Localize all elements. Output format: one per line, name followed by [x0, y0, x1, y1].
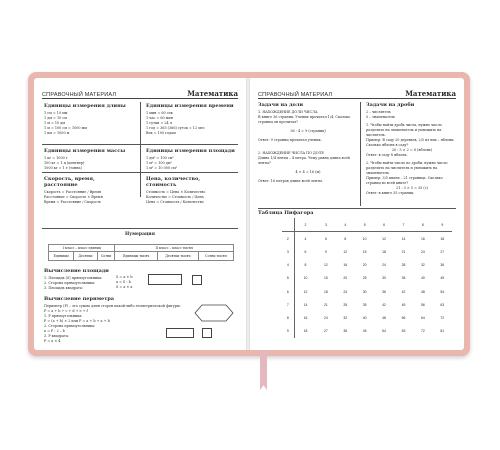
- pythagoras-cell: 30: [382, 276, 386, 281]
- pythagoras-cell: 12: [303, 289, 308, 294]
- mass-units: [44, 148, 125, 171]
- length-line: 1 м = 10 дм: [44, 121, 65, 125]
- area-formulas: [116, 275, 133, 290]
- perimeter-line: P = a × 4: [44, 339, 61, 343]
- class-cell: II класс – класс тысяч: [115, 245, 234, 252]
- pythagoras-cell: 21: [401, 249, 406, 254]
- pythagoras-cell: 4: [282, 259, 294, 272]
- pythagoras-cell: 9: [433, 218, 452, 232]
- pythagoras-cell: 3: [316, 218, 335, 232]
- divider: [258, 208, 456, 209]
- pythagoras-cell: 30: [362, 289, 367, 294]
- pythagoras-cell: 20: [362, 263, 367, 268]
- pythagoras-cell: 40: [362, 315, 367, 320]
- price-formula: Стоимость = Цена × Количество: [146, 190, 206, 194]
- right-page-header: [258, 86, 456, 99]
- pythagoras-cell: 64: [420, 315, 425, 320]
- pythagoras-cell: 63: [401, 329, 406, 334]
- pythagoras-cell: 14: [303, 302, 308, 307]
- pythagoras-cell: 63: [440, 302, 445, 307]
- speed-title: Скорость, время, расстояние: [44, 176, 95, 188]
- pythagoras-row: [282, 298, 452, 311]
- area-step: 1. Площадь (S) прямоугольника:: [44, 276, 103, 280]
- pythagoras-row: [282, 218, 452, 232]
- pythagoras-cell: 3: [282, 245, 294, 258]
- pythagoras-cell: 15: [324, 276, 328, 281]
- pythagoras-cell: 49: [401, 302, 406, 307]
- pythagoras-row: [282, 245, 452, 258]
- pythagoras-cell: 35: [362, 302, 367, 307]
- bookmark-ribbon: [260, 350, 267, 390]
- header-left-title: СПРАВОЧНЫЙ МАТЕРИАЛ: [42, 92, 117, 98]
- pythagoras-cell: 8: [344, 236, 347, 241]
- pythagoras-cell: [282, 218, 294, 232]
- pythagoras-cell: 36: [440, 263, 445, 268]
- pythagoras-cell: 81: [440, 329, 445, 334]
- pythagoras-cell: 28: [343, 302, 348, 307]
- numeration-table: [48, 244, 234, 261]
- pythagoras-cell: 27: [440, 249, 445, 254]
- price-formula: Количество = Стоимость / Цена: [146, 195, 204, 199]
- square-figure: [192, 275, 202, 285]
- pythagoras-cell: 72: [440, 315, 445, 320]
- pythagoras-cell: 15: [362, 249, 367, 254]
- area-calculation: [44, 268, 109, 291]
- pythagoras-cell: 45: [440, 276, 445, 281]
- parts-text: Длина 1/4 ленты – 4 метра. Чему равна длина всей ленты?: [258, 156, 350, 165]
- pythagoras-title: Таблица Пифагора: [258, 210, 314, 216]
- rank-cell: Сотни: [97, 252, 115, 261]
- length-title: Единицы измерения длины: [44, 103, 126, 109]
- pythagoras-cell: 42: [382, 302, 386, 307]
- pythagoras-cell: 2: [282, 232, 294, 246]
- pythagoras-cell: 18: [303, 329, 308, 334]
- pythagoras-row: [282, 259, 452, 272]
- divider: [360, 102, 361, 206]
- numeration-title: Нумерация: [125, 232, 155, 237]
- price-title: Цена, количество, стоимость: [146, 176, 201, 188]
- fractions-text: 5 – знаменатель: [366, 115, 395, 119]
- parts-text: Ответ: 16 метров длина всей ленты.: [258, 179, 323, 183]
- time-units: [146, 103, 234, 136]
- area-line: 1 м² = 100 дм²: [146, 161, 172, 165]
- speed-formula: Скорость = Расстояние / Время: [44, 190, 102, 194]
- fractions-text: Ответ: в саду 8 яблонь.: [366, 153, 408, 157]
- parts-text: 4 × 4 = 16 (м): [295, 170, 321, 174]
- time-line: 1 мин = 60 сек: [146, 111, 173, 115]
- pythagoras-cell: 25: [362, 276, 367, 281]
- rank-cell: Единицы тысяч: [115, 252, 158, 261]
- pythagoras-cell: 16: [420, 236, 425, 241]
- fractions-title: Задачи на дроби: [366, 102, 415, 108]
- fractions-text: Ответ: в книге 35 страниц.: [366, 191, 415, 195]
- pythagoras-section: [258, 210, 314, 218]
- time-line: Век = 100 годам: [146, 131, 176, 135]
- area-step: 2. Сторона прямоугольника:: [44, 281, 96, 285]
- pythagoras-cell: 10: [303, 276, 308, 281]
- mass-title: Единицы измерения массы: [44, 148, 126, 154]
- class-cell: I класс – класс единиц: [49, 245, 115, 252]
- pythagoras-cell: 18: [440, 236, 445, 241]
- fractions-text: 2. Чтобы найти число по дроби, нужно число разделить на числитель и умножить на знаменатель.: [366, 161, 448, 175]
- speed-time-distance: [44, 176, 134, 205]
- parts-problems: [258, 102, 358, 184]
- perimeter-square-figure: [202, 328, 212, 338]
- header-right-title: Математика: [405, 89, 456, 98]
- mass-line: 1 кг = 1000 г: [44, 156, 68, 160]
- pythagoras-cell: 18: [382, 249, 386, 254]
- pythagoras-cell: 24: [382, 263, 386, 268]
- header-left-title: СПРАВОЧНЫЙ МАТЕРИАЛ: [258, 92, 333, 98]
- pythagoras-cell: 4: [336, 218, 355, 232]
- time-line: 1 год = 365 (366) суток = 12 мес: [146, 126, 205, 130]
- pythagoras-cell: 48: [420, 289, 425, 294]
- price-formula: Цена = Стоимость / Количество: [146, 200, 204, 204]
- pythagoras-cell: 9: [324, 249, 327, 254]
- pythagoras-cell: 7: [282, 298, 294, 311]
- pythagoras-cell: 42: [401, 289, 406, 294]
- perimeter-line: a = P : 2 – b: [44, 329, 65, 333]
- time-line: 1 час = 60 мин: [146, 116, 173, 120]
- header-right-title: Математика: [187, 89, 238, 98]
- length-units: [44, 103, 126, 136]
- pythagoras-cell: 20: [343, 276, 348, 281]
- divider: [42, 228, 238, 229]
- area-formula: S = a × a: [116, 285, 133, 289]
- pythagoras-cell: 54: [440, 289, 445, 294]
- fractions-text: Пример: 3/5 книги – 21 страница. Сколько страниц во всей книге?: [366, 176, 443, 185]
- pythagoras-cell: 12: [382, 236, 386, 241]
- pythagoras-cell: 16: [343, 263, 348, 268]
- pythagoras-cell: 14: [401, 236, 406, 241]
- perimeter-calculation: [44, 296, 181, 344]
- length-line: 1 км = 1000 м: [44, 131, 70, 135]
- pythagoras-cell: 72: [420, 329, 425, 334]
- pythagoras-cell: 45: [362, 329, 367, 334]
- pythagoras-row: [282, 311, 452, 324]
- rank-cell: Сотни тысяч: [198, 252, 233, 261]
- perimeter-line: 1. P прямоугольника:: [44, 314, 83, 318]
- pythagoras-cell: 12: [343, 249, 348, 254]
- pythagoras-cell: 5: [282, 272, 294, 285]
- area-step: 3. Площадь квадрата:: [44, 286, 84, 290]
- parts-text: 2. НАХОЖДЕНИЕ ЧИСЛА ПО ДОЛЕ: [258, 151, 324, 155]
- pythagoras-cell: 6: [374, 218, 393, 232]
- area-units: [146, 148, 235, 171]
- fractions-text: 2 – числитель: [366, 110, 391, 114]
- pythagoras-cell: 40: [420, 276, 425, 281]
- pythagoras-cell: 7: [394, 218, 413, 232]
- fractions-text: Пример: В саду 20 деревьев, 2/5 из них – яблони. Сколько яблонь в саду?: [366, 138, 455, 147]
- pythagoras-row: [282, 232, 452, 246]
- pythagoras-cell: 27: [324, 329, 328, 334]
- pythagoras-cell: 8: [304, 263, 307, 268]
- area-formula: a = S : b: [116, 280, 131, 284]
- rectangle-figure: [148, 274, 182, 285]
- divider: [140, 102, 141, 197]
- pythagoras-row: [282, 325, 452, 338]
- pythagoras-cell: 4: [304, 236, 307, 241]
- hexagon-figure: [194, 304, 234, 322]
- square-area-title: Вычисление площади: [44, 268, 109, 274]
- pythagoras-cell: 9: [282, 325, 294, 338]
- parts-text: 36 : 4 = 9 (страниц): [290, 129, 326, 133]
- area-title: Единицы измерения площади: [146, 148, 235, 154]
- parts-text: В книге 36 страниц. Ученик прочитал 1/4. Сколько страниц он прочитал?: [258, 115, 351, 124]
- pythagoras-cell: 6: [304, 249, 307, 254]
- speed-formula: Время = Расстояние / Скорость: [44, 200, 102, 204]
- pythagoras-cell: 48: [382, 315, 386, 320]
- pythagoras-cell: 10: [362, 236, 367, 241]
- area-line: 1 дм² = 100 см²: [146, 156, 174, 160]
- left-page-header: [42, 86, 238, 99]
- pythagoras-cell: 36: [343, 329, 348, 334]
- rank-cell: Десятки тысяч: [157, 252, 198, 261]
- rank-cell: Десятки: [74, 252, 98, 261]
- right-page: [250, 78, 464, 350]
- divider: [42, 172, 238, 173]
- pythagoras-cell: 56: [401, 315, 406, 320]
- pythagoras-cell: 35: [401, 276, 406, 281]
- pythagoras-cell: 16: [303, 315, 308, 320]
- perimeter-line: P = (a + b) × 2 или P = a + b + a + b: [44, 319, 110, 323]
- fraction-problems: [366, 102, 458, 196]
- pythagoras-cell: 6: [282, 285, 294, 298]
- fractions-text: 20 : 5 × 2 = 8 (яблонь): [391, 148, 433, 152]
- mass-line: 1000 кг = 1 т (тонна): [44, 166, 82, 170]
- pythagoras-cell: 56: [420, 302, 425, 307]
- pythagoras-table: [282, 218, 452, 338]
- perimeter-line: 2. Сторона прямоугольника:: [44, 324, 96, 328]
- pythagoras-cell: 8: [282, 311, 294, 324]
- time-title: Единицы измерения времени: [146, 103, 234, 109]
- perimeter-rectangle-figure: [166, 328, 194, 338]
- perimeter-line: P = a + b + c + d + e + f: [44, 309, 88, 313]
- perimeter-line: 3. P квадрата:: [44, 334, 70, 338]
- area-line: 1 м² = 10 000 см²: [146, 166, 178, 170]
- mass-line: 100 кг = 1 ц (центнер): [44, 161, 85, 165]
- pythagoras-cell: 54: [382, 329, 386, 334]
- length-line: 1 м = 100 см = 1000 мм: [44, 126, 87, 130]
- pythagoras-cell: 24: [324, 315, 328, 320]
- fractions-text: 21 : 3 × 5 = 35 (с): [396, 186, 428, 190]
- pythagoras-cell: 32: [420, 263, 425, 268]
- area-formula: S = a × b: [116, 275, 133, 279]
- length-line: 1 см = 10 мм: [44, 111, 68, 115]
- pythagoras-cell: 6: [324, 236, 327, 241]
- perimeter-title: Вычисление периметра: [44, 296, 115, 302]
- parts-text: Ответ: 9 страниц прочитал ученик.: [258, 138, 322, 142]
- pythagoras-cell: 28: [401, 263, 406, 268]
- pythagoras-row: [282, 272, 452, 285]
- fractions-text: 1. Чтобы найти дробь числа, нужно число разделить на знаменатель и умножить на числитель.: [366, 123, 442, 137]
- pythagoras-cell: 36: [382, 289, 386, 294]
- perimeter-line: Периметр (P) – это сумма длин сторон какой-либо геометрической фигуры:: [44, 304, 181, 308]
- pythagoras-cell: 8: [413, 218, 432, 232]
- pythagoras-cell: 32: [343, 315, 348, 320]
- length-line: 1 дм = 10 см: [44, 116, 67, 120]
- time-line: 1 сутки = 24 ч: [146, 121, 173, 125]
- numeration-section: [34, 232, 246, 239]
- price-quantity-cost: [146, 176, 236, 205]
- pythagoras-cell: 5: [355, 218, 374, 232]
- parts-text: 1. НАХОЖДЕНИЕ ДОЛИ ЧИСЛА: [258, 110, 318, 114]
- rank-cell: Единицы: [49, 252, 74, 261]
- pythagoras-cell: 24: [420, 249, 425, 254]
- pythagoras-cell: 24: [343, 289, 348, 294]
- pythagoras-row: [282, 285, 452, 298]
- parts-title: Задачи на доли: [258, 102, 304, 108]
- pythagoras-cell: 18: [324, 289, 328, 294]
- pythagoras-cell: 2: [294, 218, 316, 232]
- speed-formula: Расстояние = Скорость × Время: [44, 195, 103, 199]
- left-page: [34, 78, 246, 350]
- pythagoras-cell: 12: [324, 263, 328, 268]
- pythagoras-cell: 21: [324, 302, 328, 307]
